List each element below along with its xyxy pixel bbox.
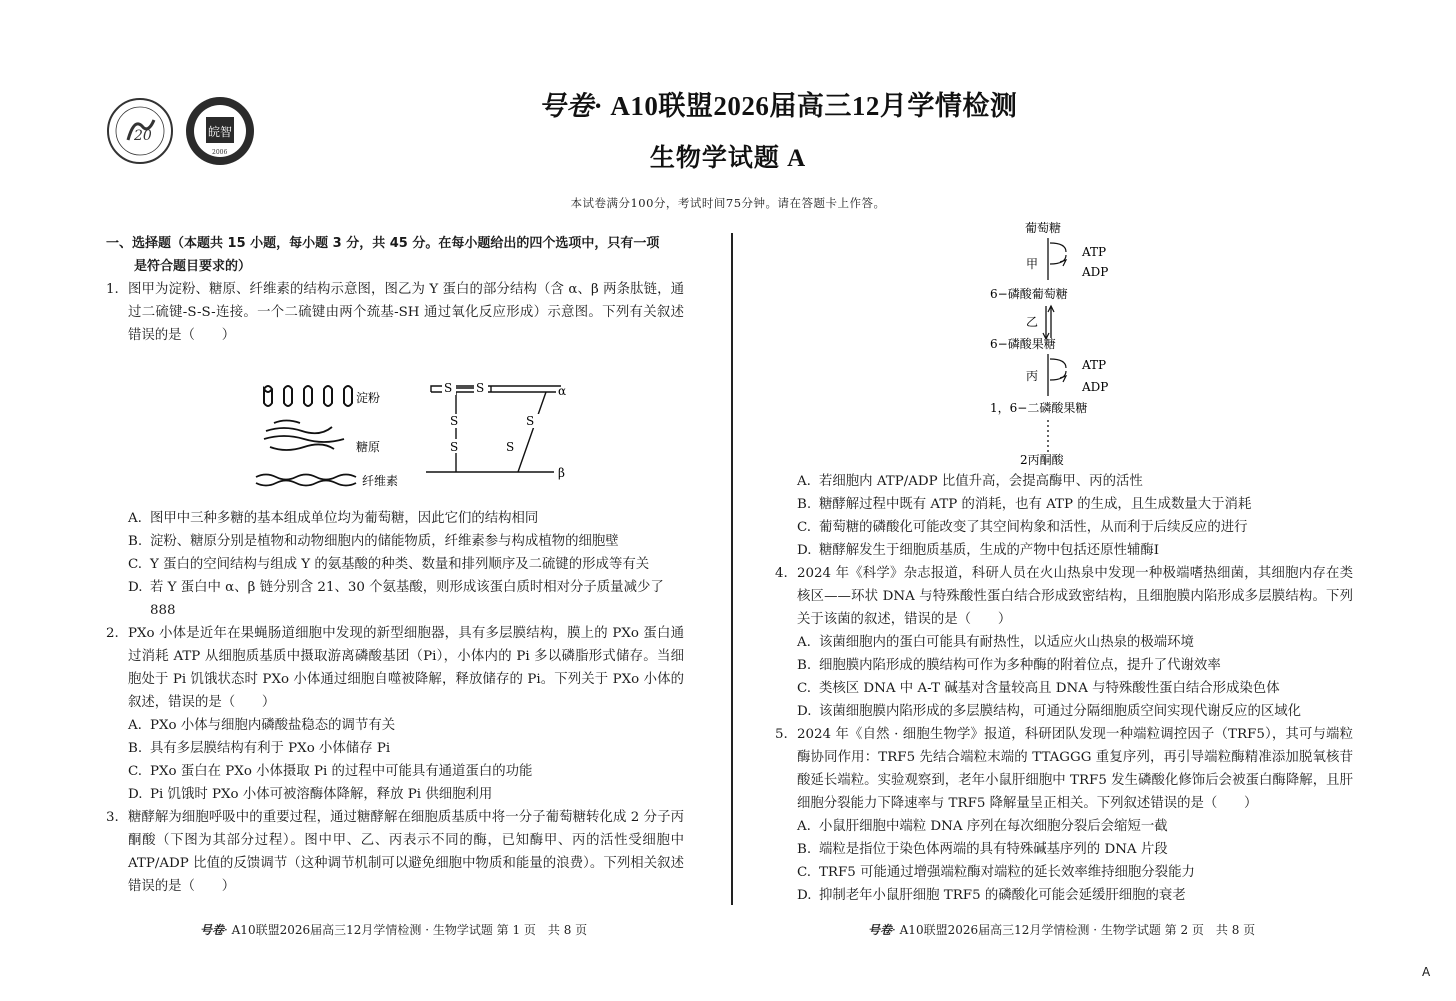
question-3 xyxy=(106,806,684,898)
wanzhi-seal-center: 皖智 xyxy=(208,125,233,139)
q1-option-c: C. Y 蛋白的空间结构与组成 Y 的氨基酸的种类、数量和排列顺序及二硫键的形成等有关 xyxy=(128,557,650,572)
atp-label-1: ATP xyxy=(1082,245,1107,259)
q1-option-d: D. 若 Y 蛋白中 α、β 链分别含 21、30 个氨基酸，则形成该蛋白质时相对分子质量减少了 888 xyxy=(128,580,664,618)
exam-title-text: · A10联盟2026届高三12月学情检测 xyxy=(593,91,1018,121)
section-heading: 一、选择题（本题共 15 小题，每小题 3 分，共 45 分。在每小题给出的四个选项中，只有一项 xyxy=(106,236,660,251)
question-4 xyxy=(775,562,1353,631)
glucose-label: 葡萄糖 xyxy=(1025,221,1062,235)
q2-option-c: C. PXo 蛋白在 PXo 小体摄取 Pi 的过程中可能具有通道蛋白的功能 xyxy=(128,764,533,779)
question-number: 1. xyxy=(106,282,119,297)
s-atom-1: S xyxy=(444,381,453,395)
starch-structure xyxy=(264,386,352,406)
footer-text: · A10联盟2026届高三12月学情检测 · 生物学试题 第 2 页 共 8 页 xyxy=(892,923,1256,937)
beta-chain-label: β xyxy=(558,466,565,480)
enzyme-bing-label: 丙 xyxy=(1026,369,1039,383)
question-5 xyxy=(775,723,1353,815)
q2-option-b: B. 具有多层膜结构有利于 PXo 小体储存 Pi xyxy=(128,741,391,756)
svg-text:20: 20 xyxy=(134,128,152,144)
left-column xyxy=(106,232,684,898)
q4-option-b: B. 细胞膜内陷形成的膜结构可作为多种酶的附着位点，提升了代谢效率 xyxy=(797,658,1221,673)
q1-option-b: B. 淀粉、糖原分别是植物和动物细胞内的储能物质，纤维素参与构成植物的细胞壁 xyxy=(128,534,619,549)
section-heading-cont: 是符合题目要求的） xyxy=(134,259,252,274)
q1-figure xyxy=(106,359,684,499)
wanzhi-seal-year: 2006 xyxy=(212,149,228,156)
exam-subtitle: 生物学试题 A xyxy=(649,145,807,172)
q3-option-a: A. 若细胞内 ATP/ADP 比值升高，会提高酶甲、丙的活性 xyxy=(797,474,1143,489)
exam-title xyxy=(0,84,1456,123)
s-atom-2: S xyxy=(476,381,485,395)
starch-label: 淀粉 xyxy=(356,391,381,405)
question-stem: 2024 年《科学》杂志报道，科研人员在火山热泉中发现一种极端嗜热细菌，其细胞内存在类核区——环状 DNA 与特殊酸性蛋白结合形成致密结构，且细胞膜内陷形成多层膜结构。下列关于该菌的叙述，错误的是（ ） xyxy=(797,566,1353,627)
q3-option-c: C. 葡萄糖的磷酸化可能改变了其空间构象和活性，从而利于后续反应的进行 xyxy=(797,520,1248,535)
brand-mark: 号卷 xyxy=(538,91,594,122)
question-stem: 2024 年《自然 · 细胞生物学》报道，科研团队发现一种端粒调控因子（TRF5），其可与端粒酶协同作用：TRF5 先结合端粒末端的 TTAGGG 重复序列，再引导端粒酶精准添加脱氧核苷酸延长端粒。实验观察到，老年小鼠肝细胞中 TRF5 发生磷酸化修饰后会被蛋白酶降解，且肝细胞分裂能力下降速率与 TRF5 降解量呈正相关。下列叙述错误的是（ ） xyxy=(797,727,1353,811)
exam-instructions: 本试卷满分100分，考试时间75分钟。请在答题卡上作答。 xyxy=(570,196,886,210)
cellulose-structure xyxy=(256,475,356,486)
q2-option-a: A. PXo 小体与细胞内磷酸盐稳态的调节有关 xyxy=(128,718,396,733)
question-1 xyxy=(106,278,684,347)
f6p-label: 6−磷酸果糖 xyxy=(990,337,1056,351)
s-atom-3: S xyxy=(450,414,459,428)
enzyme-yi-label: 乙 xyxy=(1026,315,1039,329)
question-number: 5. xyxy=(775,727,788,742)
footer-text: · A10联盟2026届高三12月学情检测 · 生物学试题 第 1 页 共 8 页 xyxy=(224,923,588,937)
q2-option-d: D. Pi 饥饿时 PXo 小体可被溶酶体降解，释放 Pi 供细胞利用 xyxy=(128,787,493,802)
question-number: 2. xyxy=(106,626,119,641)
footer-page-1 xyxy=(200,921,587,938)
adp-label-2: ADP xyxy=(1082,380,1109,394)
right-column xyxy=(775,470,1353,907)
s-atom-6: S xyxy=(506,440,515,454)
s-atom-4: S xyxy=(450,440,459,454)
pyruvate-label: 2丙酮酸 xyxy=(1020,453,1064,467)
q4-option-a: A. 该菌细胞内的蛋白可能具有耐热性，以适应火山热泉的极端环境 xyxy=(797,635,1194,650)
question-stem: 图甲为淀粉、糖原、纤维素的结构示意图，图乙为 Y 蛋白的部分结构（含 α、β 两条肽链，通过二硫键-S-S-连接。一个二硫键由两个巯基-SH 通过氧化反应形成）示意图。下列有关叙述错误的是（ ） xyxy=(128,282,684,343)
glycogen-structure xyxy=(264,421,344,451)
footer-brand-mark: 号卷 xyxy=(868,923,893,937)
footer-page-2 xyxy=(868,921,1255,938)
enzyme-jia-label: 甲 xyxy=(1026,257,1039,271)
q5-option-d: D. 抑制老年小鼠肝细胞 TRF5 的磷酸化可能会延缓肝细胞的衰老 xyxy=(797,888,1186,903)
q1-option-a: A. 图甲中三种多糖的基本组成单位均为葡萄糖，因此它们的结构相同 xyxy=(128,511,539,526)
q4-option-c: C. 类核区 DNA 中 A-T 碱基对含量较高且 DNA 与特殊酸性蛋白结合形成染色体 xyxy=(797,681,1280,696)
q4-option-d: D. 该菌细胞膜内陷形成的多层膜结构，可通过分隔细胞质空间实现代谢反应的区域化 xyxy=(797,704,1302,719)
atp-label-2: ATP xyxy=(1082,358,1107,372)
cellulose-label: 纤维素 xyxy=(362,474,399,488)
q3-option-d: D. 糖酵解发生于细胞质基质，生成的产物中包括还原性辅酶Ⅰ xyxy=(797,543,1160,558)
s-atom-5: S xyxy=(526,414,535,428)
question-2 xyxy=(106,622,684,714)
adp-label-1: ADP xyxy=(1082,265,1109,279)
q5-option-a: A. 小鼠肝细胞中端粒 DNA 序列在每次细胞分裂后会缩短一截 xyxy=(797,819,1168,834)
footer-brand-mark: 号卷 xyxy=(200,923,225,937)
column-divider xyxy=(731,233,733,905)
glycolysis-pathway-figure xyxy=(990,218,1150,470)
question-stem: 糖酵解为细胞呼吸中的重要过程，通过糖酵解在细胞质基质中将一分子葡萄糖转化成 2 分子丙酮酸（下图为其部分过程）。图中甲、乙、丙表示不同的酶，已知酶甲、丙的活性受细胞中 ATP/ADP 比值的反馈调节（这种调节机制可以避免细胞中物质和能量的浪费）。下列相关叙述错误的是（ ） xyxy=(128,810,684,894)
question-number: 3. xyxy=(106,810,119,825)
q5-option-c: C. TRF5 可能通过增强端粒酶对端粒的延长效率维持细胞分裂能力 xyxy=(797,865,1195,880)
paper-version-mark: A xyxy=(1422,965,1431,979)
q3-option-b: B. 糖酵解过程中既有 ATP 的消耗，也有 ATP 的生成，且生成数量大于消耗 xyxy=(797,497,1252,512)
question-stem: PXo 小体是近年在果蝇肠道细胞中发现的新型细胞器，具有多层膜结构，膜上的 PXo 蛋白通过消耗 ATP 从细胞质基质中摄取游离磷酸基团（Pi），小体内的 Pi 多以磷脂形式储存。当细胞处于 Pi 饥饿状态时 PXo 小体通过细胞自噬被降解，释放储存的 Pi。下列关于 PXo 小体的叙述，错误的是（ ） xyxy=(128,626,684,710)
f16bp-label: 1，6−二磷酸果糖 xyxy=(990,401,1088,415)
q5-option-b: B. 端粒是指位于染色体两端的具有特殊碱基序列的 DNA 片段 xyxy=(797,842,1168,857)
g6p-label: 6−磷酸葡萄糖 xyxy=(990,287,1068,301)
question-number: 4. xyxy=(775,566,788,581)
glycogen-label: 糖原 xyxy=(356,440,381,454)
protein-y-structure xyxy=(426,386,561,472)
alpha-chain-label: α xyxy=(558,384,567,398)
